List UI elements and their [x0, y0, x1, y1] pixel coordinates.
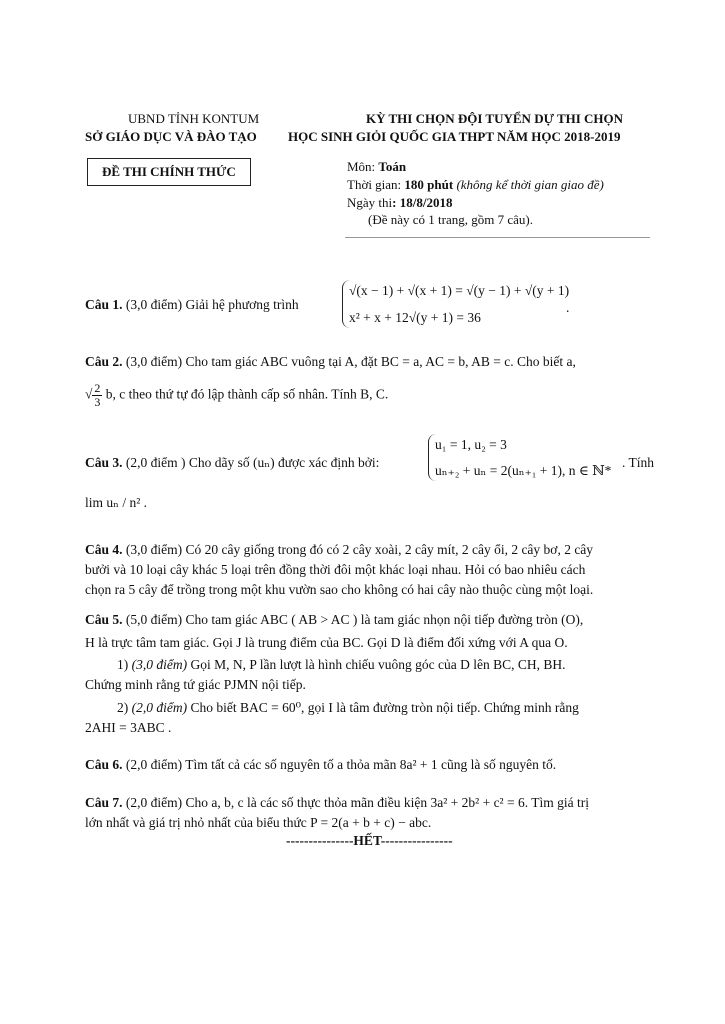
q1-equation-1: √(x − 1) + √(x + 1) = √(y − 1) + √(y + 1) — [349, 283, 570, 298]
header-divider — [345, 237, 650, 238]
q1-equation-2: x² + x + 12√(y + 1) = 36 — [349, 310, 481, 325]
q5-part-2 — [117, 697, 579, 718]
q3-system — [428, 434, 611, 481]
q5-part-2-points: (2,0 điểm) — [131, 700, 188, 715]
q1-points: (3,0 điểm) — [125, 297, 183, 312]
date-label: Ngày thi — [347, 195, 393, 210]
end-marker: ---------------HẾT---------------- — [286, 833, 453, 848]
q4-label: Câu 4. — [85, 542, 123, 557]
q4-line-3: chọn ra 5 cây để trồng trong một khu vườn sao cho không có hai cây nào thuộc cùng một loại. — [85, 582, 594, 597]
date-value: : 18/8/2018 — [392, 195, 453, 210]
time-label: Thời gian: — [347, 177, 405, 192]
q2-line-2: b, c theo thứ tự đó lập thành cấp số nhân. Tính B, C. — [105, 386, 389, 402]
exam-title-line-1: KỲ THI CHỌN ĐỘI TUYỂN DỰ THI CHỌN — [366, 111, 624, 126]
q7-header — [85, 792, 589, 813]
q5-part-1-line-1: Gọi M, N, P lần lượt là hình chiếu vuông góc của D lên BC, CH, BH. — [190, 657, 566, 672]
sqrt-symbol: √ — [85, 386, 93, 402]
two-thirds-fraction: $\frac{2}{3}$ — [94, 381, 101, 409]
q1-prompt — [85, 294, 299, 315]
q4-line-1: Có 20 cây giống trong đó có 2 cây xoài, 2 cây mít, 2 cây ổi, 2 cây bơ, 2 cây — [185, 542, 594, 557]
q7-line-1: Cho a, b, c là các số thực thỏa mãn điều kiện 3a² + 2b² + c² = 6. Tìm giá trị — [185, 795, 589, 810]
q2-line-2-wrap — [85, 382, 388, 409]
q1-system — [342, 280, 569, 328]
q3-header — [85, 452, 379, 473]
q2-points: (3,0 điểm) — [125, 354, 183, 369]
issuer-line-2: SỞ GIÁO DỤC VÀ ĐÀO TẠO — [85, 129, 257, 144]
exam-title-line-2: HỌC SINH GIỎI QUỐC GIA THPT NĂM HỌC 2018-2019 — [288, 129, 621, 144]
q7-label: Câu 7. — [85, 795, 123, 810]
q5-part-1-line-2: Chứng minh rằng tứ giác PJMN nội tiếp. — [85, 677, 306, 692]
subject-label: Môn: — [347, 159, 379, 174]
issuer-line-1: UBND TỈNH KONTUM — [128, 111, 260, 126]
q3-label: Câu 3. — [85, 455, 123, 470]
q5-part-2-line-2: 2AHI = 3ABC . — [85, 720, 172, 735]
q3-equation-2: uₙ₊₂ + uₙ = 2(uₙ₊₁ + 1), n ∈ ℕ* — [435, 463, 612, 478]
q7-points: (2,0 điểm) — [125, 795, 183, 810]
q5-part-2-line-1: Cho biết BAC = 60⁰, gọi I là tâm đường tròn nội tiếp. Chứng minh rằng — [190, 700, 579, 715]
q5-header — [85, 609, 583, 630]
official-exam-badge: ĐỀ THI CHÍNH THỨC — [87, 158, 251, 186]
q1-text: Giải hệ phương trình — [185, 297, 299, 312]
q3-tail: . Tính — [622, 455, 655, 470]
time-value: 180 phút — [404, 177, 454, 192]
q4-line-2: bưởi và 10 loại cây khác 5 loại trên đồng thời đôi một khác loại nhau. Hỏi có bao nhiêu cách — [85, 562, 586, 577]
q5-points: (5,0 điểm) — [125, 612, 183, 627]
q3-text: Cho dãy số (uₙ) được xác định bởi: — [188, 455, 380, 470]
q3-limit: lim uₙ / n² . — [85, 495, 148, 510]
q2-label: Câu 2. — [85, 354, 123, 369]
q5-part-2-label: 2) — [117, 700, 129, 715]
q5-part-1-points: (3,0 điểm) — [131, 657, 188, 672]
q5-line-2: H là trực tâm tam giác. Gọi J là trung điểm của BC. Gọi D là điểm đối xứng với A qua O. — [85, 635, 568, 650]
q6-label: Câu 6. — [85, 757, 123, 772]
q6-text: Tìm tất cả các số nguyên tố a thỏa mãn 8a² + 1 cũng là số nguyên tố. — [185, 757, 557, 772]
subject-value: Toán — [378, 159, 407, 174]
time-note: (không kể thời gian giao đề) — [456, 177, 604, 192]
date-line — [347, 195, 452, 211]
q6-prompt — [85, 754, 556, 775]
pages-note: (Đề này có 1 trang, gồm 7 câu). — [368, 212, 533, 227]
q2-header — [85, 351, 576, 372]
q1-label: Câu 1. — [85, 297, 123, 312]
q6-points: (2,0 điểm) — [125, 757, 183, 772]
q3-equation-1: u₁ = 1, u₂ = 3 — [435, 437, 507, 452]
q2-line-1: Cho tam giác ABC vuông tại A, đặt BC = a, AC = b, AB = c. Cho biết a, — [185, 354, 576, 369]
q3-points: (2,0 điểm ) — [125, 455, 186, 470]
q5-part-1 — [117, 654, 566, 675]
q1-period: . — [566, 300, 570, 315]
subject-line — [347, 159, 406, 175]
q5-part-1-label: 1) — [117, 657, 129, 672]
q5-line-1: Cho tam giác ABC ( AB > AC ) là tam giác nhọn nội tiếp đường tròn (O), — [185, 612, 584, 627]
q4-points: (3,0 điểm) — [125, 542, 183, 557]
q5-label: Câu 5. — [85, 612, 123, 627]
q7-line-2: lớn nhất và giá trị nhỏ nhất của biểu thức P = 2(a + b + c) − abc. — [85, 815, 432, 830]
time-line — [347, 177, 604, 193]
q4-header — [85, 539, 593, 560]
